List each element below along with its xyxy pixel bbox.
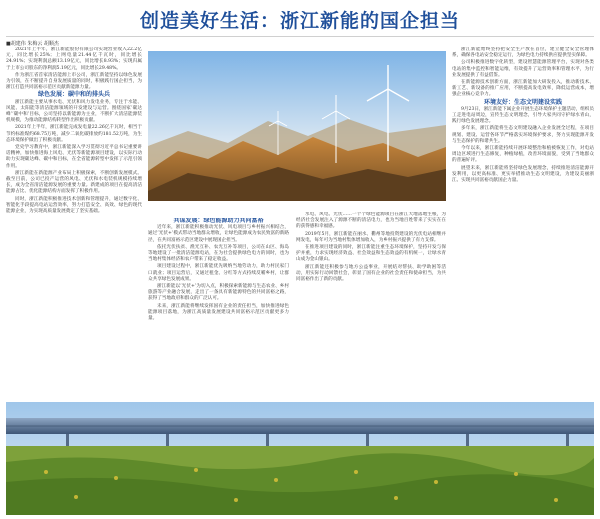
mid2-paragraph: 在推进项目建设的同时，浙江新能注重生态环境保护，坚持开发与保护并重，力求实现经济效益、社会效益和生态效益的有机统一，让绿水青山成为金山银山。 xyxy=(296,245,446,263)
right-paragraph: 在新能源技术创新方面，浙江新能加大研发投入，推动新技术、新工艺、新设备的推广应用，不断提高发电效率，降低运营成本，增强企业核心竞争力。 xyxy=(452,80,594,98)
left-paragraph: 浙江新能主要从事水电、光伏和风力发电业务，专注于水能、风能、太阳能等清洁能源领域的开发建设与运营。围绕国家‘碳达峰’‘碳中和’目标，公司坚持以新能源为主业，不断扩大清洁能源装机规模，为推动能源结构转型作出积极贡献。 xyxy=(6,99,142,124)
mid2-paragraph: 2019年5月，浙江新能在丽水、衢州等地投资建设的光伏电站相继并网发电，每年可为当地村集体增加收入，为乡村振兴提供了有力支撑。 xyxy=(296,231,446,243)
right-paragraph: 今年以来，浙江新能持续开展环境整治和植被恢复工作，对电站周边区域进行生态修复，种植绿植，改善环境面貌，受到了当地群众的普遍好评。 xyxy=(452,146,594,164)
right-paragraph: 展望未来，浙江新能将坚持绿色发展理念，持续推进清洁能源开发利用，以更高标准、更实举措推动生态文明建设，为建设美丽浙江、实现共同富裕贡献国企力量。 xyxy=(452,165,594,184)
wind-farm-photo xyxy=(148,51,446,201)
subhead-environment-friendly: 环境友好：生态文明建设实践 xyxy=(483,98,562,106)
byline: ■胡建伟 朱梅云 胡顺杰 xyxy=(6,41,59,47)
left-paragraph: 同时，浙江新能积极推进技术创新和管理提升，通过数字化、智能化手段提高电站运营效率，努力打造安全、高效、绿色的现代能源企业，为实现高质量发展奠定了坚实基础。 xyxy=(6,196,142,215)
right-paragraph: 公司积极推进数字化转型，建设智慧能源管理平台，实现对各类电站的集中监控和智能运维，有效提升了运营效率和管理水平，为行业发展提供了有益借鉴。 xyxy=(452,60,594,78)
mid-paragraph: 项目建设过程中，浙江新能优先吸纳当地劳动力，助力村民家门口就业；项目运营后，又通过租金、分红等方式持续反哺乡村，让群众共享绿色发展成果。 xyxy=(148,264,289,282)
mid-paragraph: 未来，浙江新能将继续发挥国有企业的责任担当，加快推进绿色能源项目落地，为浙江高质量发展建设共同富裕示范区贡献更多力量。 xyxy=(148,303,289,322)
subhead-common-development: 共谋发展：绿色能源助力共同富裕 xyxy=(173,218,264,224)
mid-paragraph: 依托光伏扶贫、渔光互补、农光互补等项目，公司在山区、海岛等地建设了一批清洁能源电站，在为社会提供绿色电力的同时，也为当地村集体经济和农户带来了稳定收益。 xyxy=(148,244,289,263)
left-column xyxy=(6,47,142,397)
right-paragraph: 9月23日，浙江新能下属企业开展生态环境保护主题活动，组织员工走进电站周边，宣传生态文明理念，引导大家共同守护绿水青山，践行绿色发展理念。 xyxy=(452,106,594,125)
left-paragraph: 2021年上半年，浙江新能完成发电量22.26亿千瓦时，相当于节约标准煤约68.75万吨，减少二氧化碳排放约181.52万吨，为生态环境保护做出了积极贡献。 xyxy=(6,125,142,143)
headline-rule xyxy=(6,36,594,37)
mid2-paragraph: 水电、风电、光伏……一个个绿色能源项目在浙江大地落地生根，为经济社会发展注入了源源不断的清洁电力，也为当地百姓带来了实实在在的获得感和幸福感。 xyxy=(296,212,446,230)
left-paragraph: 党史学习教育中，浙江新能深入学习贯彻习近平总书记重要讲话精神，加快推进海上风电、光伏等新能源项目建设，以实际行动助力实现碳达峰、碳中和目标，在全省能源转型中发挥了示范引领作用。 xyxy=(6,145,142,169)
mid-paragraph: 浙江新能以‘光伏+’为切入点，积极探索新能源与生态农业、乡村旅游等产业融合发展，走出了一条具有新能源特色的共同富裕之路，获得了当地政府和群众的广泛认可。 xyxy=(148,284,289,302)
middle-column-1 xyxy=(148,218,289,398)
mid-paragraph: 近年来，浙江新能积极推动光伏、风电项目与乡村振兴相结合，通过‘光伏+’模式带动当地群众增收，让绿色能源成为农民致富的新路径，在共同富裕示范区建设中展现国企担当。 xyxy=(148,225,289,243)
left-paragraph: 2021年上半年，浙江新能股份有限公司实现营业收入22.2亿元，同比增长25%；上网电量21.44亿千瓦时，同比增长24.91%；实现利润总额13.19亿元，同比增长8.93%；实现归属于上市公司股东的净利润5.19亿元，同比增长29.48%。 xyxy=(6,47,142,71)
solar-field-photo xyxy=(6,402,594,515)
headline: 创造美好生活：浙江新能的国企担当 xyxy=(139,10,460,32)
left-paragraph: 作为浙江省首家清洁能源上市公司，浙江新能坚持以绿色发展为引领，在不断提升自身发展质量的同时，积极践行国企担当，为浙江打造共同富裕示范区贡献新能源力量。 xyxy=(6,72,142,91)
subhead-green-development: 绿色发展：碳中和的排头兵 xyxy=(37,91,110,99)
mid2-paragraph: 浙江新能还积极参与地方公益事业，开展结对帮扶、助学助困等活动，用实际行动回馈社会，彰显了国有企业的社会责任和使命担当，为共同富裕作出了新的贡献。 xyxy=(296,264,446,283)
right-paragraph: 多年来，浙江新能将生态文明建设融入企业发展全过程，在项目规划、建设、运营各环节严格落实环境保护要求，努力实现能源开发与生态保护的和谐共生。 xyxy=(452,126,594,144)
right-paragraph: 浙江新能始终坚持把安全生产放在首位，建立健全安全管理体系，确保各电站安全稳定运行，为绿色电力持续供应提供坚实保障。 xyxy=(452,47,594,59)
middle-column-2 xyxy=(296,212,446,398)
right-column xyxy=(452,47,594,398)
left-paragraph: 浙江新能在新能源产业布局上积极探索，不断创新发展模式。截至目前，公司已投产运营的风电、光伏和水电装机规模持续增长，成为全省清洁能源发展的重要力量。新建成的项目在提高清洁能源占比、优化能源结构方面发挥了积极作用。 xyxy=(6,170,142,195)
